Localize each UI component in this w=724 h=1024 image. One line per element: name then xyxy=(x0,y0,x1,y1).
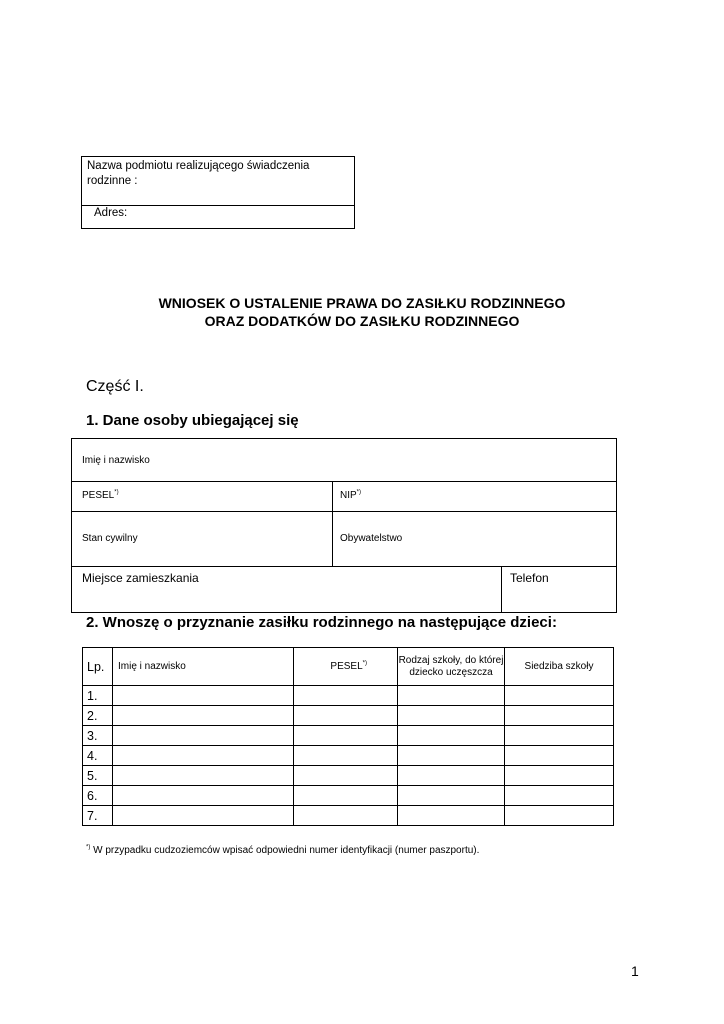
column-header-lp: Lp. xyxy=(83,648,113,686)
table-row xyxy=(83,686,614,706)
residence-label: Miejsce zamieszkania xyxy=(82,571,199,585)
child-pesel-cell[interactable] xyxy=(294,766,398,786)
child-name-cell[interactable] xyxy=(113,726,294,746)
institution-name-label: Nazwa podmiotu realizującego świadczenia rodzinne : xyxy=(87,160,310,187)
row-number: 5. xyxy=(83,766,113,786)
divider xyxy=(72,511,616,512)
table-row xyxy=(83,706,614,726)
applicant-data-table xyxy=(71,438,617,613)
column-header-pesel: PESEL*) xyxy=(294,648,398,686)
pesel-label: PESEL*) xyxy=(82,489,119,501)
children-table xyxy=(82,647,614,826)
column-header-school-type: Rodzaj szkoły, do której dziecko uczęszcza xyxy=(398,648,505,686)
row-number: 7. xyxy=(83,806,113,826)
form-title-line2: ORAZ DODATKÓW DO ZASIŁKU RODZINNEGO xyxy=(204,313,520,329)
school-type-cell[interactable] xyxy=(398,686,505,706)
institution-box xyxy=(81,156,355,229)
address-label: Adres: xyxy=(94,207,128,219)
table-row xyxy=(83,806,614,826)
row-number: 1. xyxy=(83,686,113,706)
child-name-cell[interactable] xyxy=(113,786,294,806)
school-seat-cell[interactable] xyxy=(505,806,614,826)
school-seat-cell[interactable] xyxy=(505,726,614,746)
part-label: Część I. xyxy=(86,378,144,395)
child-pesel-cell[interactable] xyxy=(294,786,398,806)
child-name-cell[interactable] xyxy=(113,686,294,706)
child-pesel-cell[interactable] xyxy=(294,746,398,766)
child-name-cell[interactable] xyxy=(113,806,294,826)
page-number: 1 xyxy=(631,963,639,979)
row-number: 2. xyxy=(83,706,113,726)
school-seat-cell[interactable] xyxy=(505,766,614,786)
child-pesel-cell[interactable] xyxy=(294,706,398,726)
school-type-cell[interactable] xyxy=(398,806,505,826)
school-seat-cell[interactable] xyxy=(505,786,614,806)
school-type-cell[interactable] xyxy=(398,746,505,766)
row-number: 6. xyxy=(83,786,113,806)
nip-label: NIP*) xyxy=(340,489,362,501)
table-row xyxy=(83,746,614,766)
form-title-line1: WNIOSEK O USTALENIE PRAWA DO ZASIŁKU RODZINNEGO xyxy=(158,295,566,311)
divider xyxy=(501,566,502,612)
school-type-cell[interactable] xyxy=(398,786,505,806)
divider xyxy=(332,481,333,566)
row-number: 3. xyxy=(83,726,113,746)
marital-status-label: Stan cywilny xyxy=(82,533,138,544)
table-row xyxy=(83,726,614,746)
footnote: *) W przypadku cudzoziemców wpisać odpowiedni numer identyfikacji (numer paszportu). xyxy=(86,844,480,856)
row-number: 4. xyxy=(83,746,113,766)
child-name-cell[interactable] xyxy=(113,746,294,766)
school-type-cell[interactable] xyxy=(398,766,505,786)
school-seat-cell[interactable] xyxy=(505,706,614,726)
school-seat-cell[interactable] xyxy=(505,686,614,706)
table-row xyxy=(83,786,614,806)
school-type-cell[interactable] xyxy=(398,706,505,726)
child-name-cell[interactable] xyxy=(113,766,294,786)
column-header-name: Imię i nazwisko xyxy=(113,648,294,686)
school-seat-cell[interactable] xyxy=(505,746,614,766)
child-pesel-cell[interactable] xyxy=(294,806,398,826)
divider xyxy=(72,481,616,482)
child-name-cell[interactable] xyxy=(113,706,294,726)
column-header-school-seat: Siedziba szkoły xyxy=(505,648,614,686)
table-row xyxy=(83,766,614,786)
section2-heading: 2. Wnoszę o przyznanie zasiłku rodzinnego na następujące dzieci: xyxy=(86,614,557,631)
phone-label: Telefon xyxy=(510,571,549,585)
divider xyxy=(72,566,616,567)
child-pesel-cell[interactable] xyxy=(294,726,398,746)
section1-heading: 1. Dane osoby ubiegającej się xyxy=(86,412,299,429)
applicant-name-label: Imię i nazwisko xyxy=(82,455,150,466)
child-pesel-cell[interactable] xyxy=(294,686,398,706)
school-type-cell[interactable] xyxy=(398,726,505,746)
citizenship-label: Obywatelstwo xyxy=(340,533,403,544)
institution-name-field[interactable] xyxy=(82,157,354,206)
